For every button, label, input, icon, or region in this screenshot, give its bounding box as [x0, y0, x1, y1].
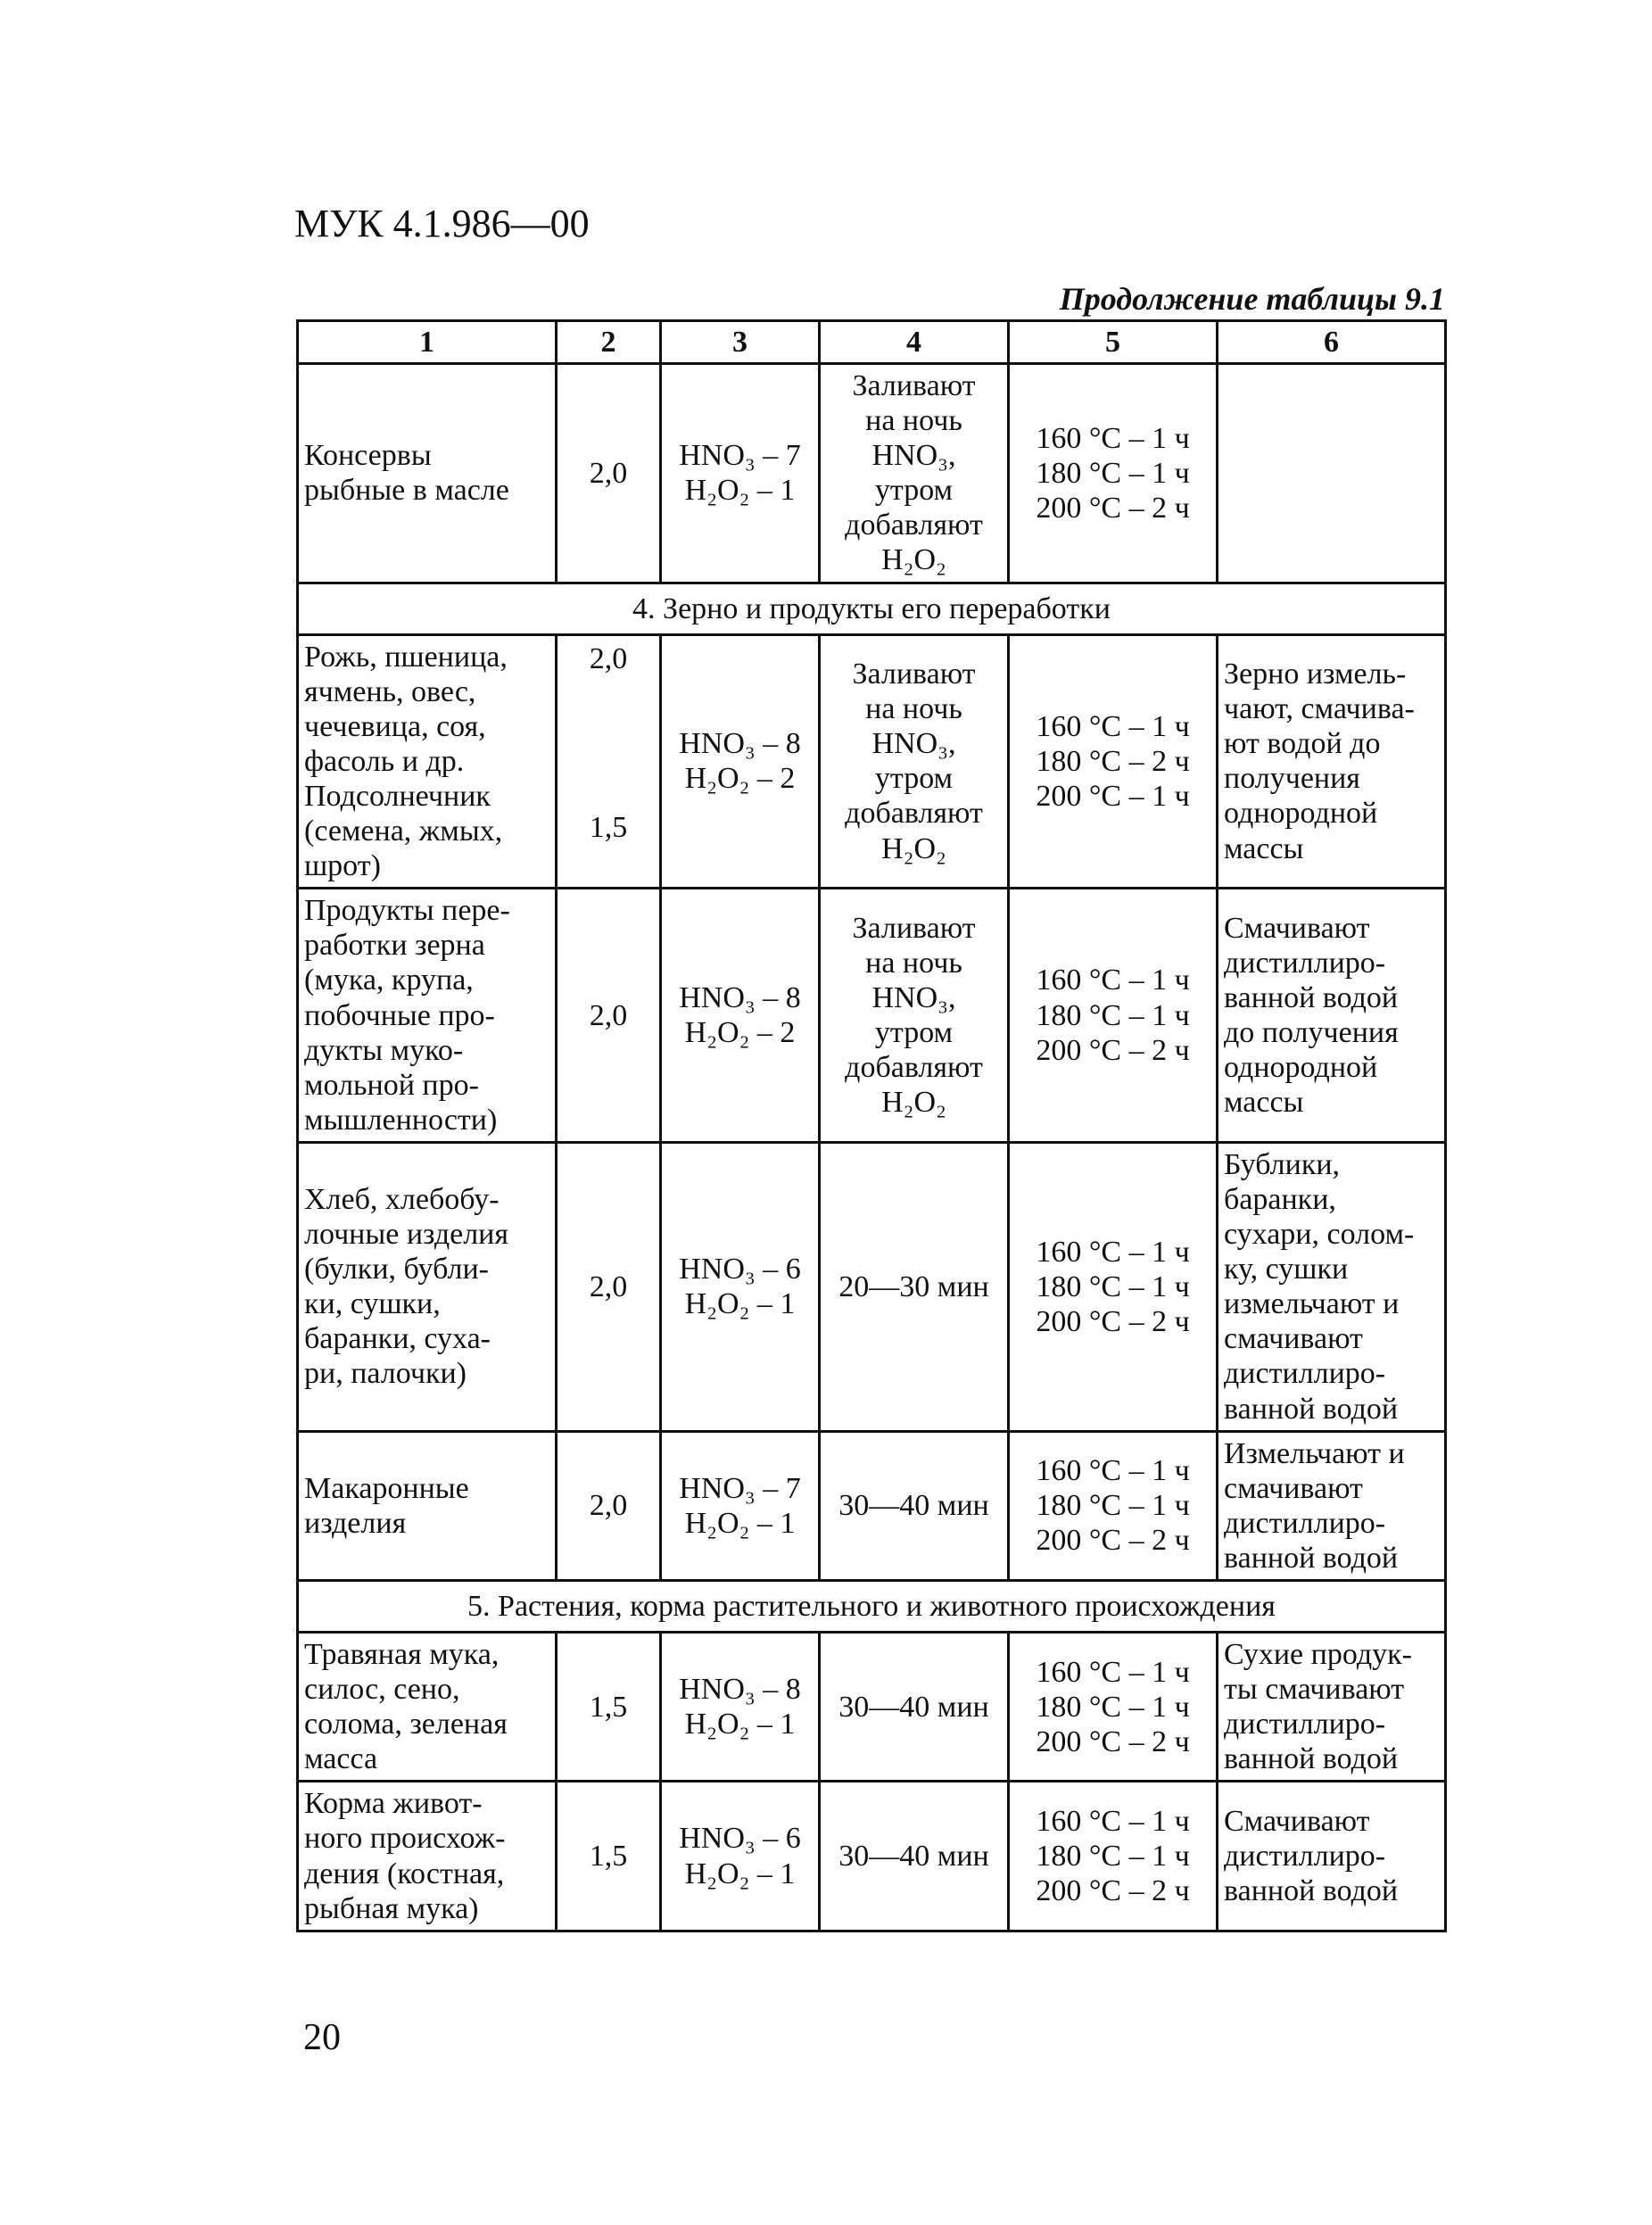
- cell-line: мышленности): [304, 1103, 498, 1137]
- table-cell: [661, 1633, 820, 1782]
- cell-line: Хлеб, хлебобу-: [304, 1182, 500, 1216]
- cell-line: H₂O₂ – 2: [684, 1016, 796, 1050]
- cell-line: добавляют: [845, 1051, 983, 1085]
- cell-line: утром: [874, 1016, 954, 1050]
- table-cell: [1009, 364, 1218, 583]
- table-cell: [1218, 1782, 1446, 1931]
- table-cell: [661, 1431, 820, 1580]
- cell-line: 180 °C – 1 ч: [1036, 1690, 1190, 1724]
- table-cell: [661, 634, 820, 889]
- cell-line: 180 °C – 2 ч: [1036, 744, 1190, 778]
- cell-line: Заливают: [852, 911, 976, 945]
- cell-line: 2,0: [589, 456, 628, 490]
- cell-line: Заливают: [852, 369, 976, 402]
- cell-line: дистиллиро-: [1224, 946, 1386, 980]
- cell-line: 200 °C – 2 ч: [1036, 1874, 1190, 1908]
- cell-line: HNO₃ – 8: [679, 980, 801, 1014]
- section-row: [298, 1581, 1446, 1633]
- cell-line: ванной водой: [1224, 1742, 1399, 1776]
- cell-line: чают, смачива-: [1224, 692, 1415, 726]
- cell-line: HNO₃,: [871, 439, 956, 473]
- cell-line: мольной про-: [304, 1068, 479, 1102]
- cell-line: добавляют: [845, 797, 983, 831]
- column-header: 1: [298, 321, 557, 364]
- cell-line: HNO₃ – 6: [679, 1822, 801, 1856]
- cell-line: 160 °C – 1 ч: [1036, 1454, 1190, 1488]
- section-title: 5. Растения, корма растительного и животного происхождения: [298, 1581, 1446, 1633]
- cell-line: 160 °C – 1 ч: [1036, 709, 1190, 743]
- table-cell: [661, 1142, 820, 1431]
- cell-line: однородной: [1224, 797, 1378, 831]
- cell-line: дистиллиро-: [1224, 1708, 1386, 1741]
- cell-line: 200 °C – 2 ч: [1036, 491, 1190, 525]
- cell-line: H₂O₂: [881, 831, 946, 865]
- table-cell: [557, 1142, 661, 1431]
- table-cell: [820, 1142, 1009, 1431]
- table-cell: [1218, 364, 1446, 583]
- data-table: [296, 319, 1447, 1932]
- cell-line: 160 °C – 1 ч: [1036, 1235, 1190, 1269]
- column-header: 3: [661, 321, 820, 364]
- cell-line: H₂O₂: [881, 1086, 946, 1120]
- cell-line: 200 °C – 2 ч: [1036, 1524, 1190, 1558]
- cell-line: H₂O₂ – 1: [684, 1708, 796, 1741]
- cell-line: 160 °C – 1 ч: [1036, 1655, 1190, 1689]
- table-cell: [661, 1782, 820, 1931]
- table-cell: [298, 1633, 557, 1782]
- table-cell: [820, 889, 1009, 1143]
- table-cell: [820, 634, 1009, 889]
- table-cell: [557, 1782, 661, 1931]
- table-cell: [1218, 889, 1446, 1143]
- cell-line: баранки, суха-: [304, 1322, 491, 1356]
- cell-line: H₂O₂: [881, 543, 946, 577]
- cell-line: (семена, жмых,: [304, 815, 503, 848]
- cell-line: утром: [874, 762, 954, 796]
- table-cell: [1218, 1431, 1446, 1580]
- table-cell: [557, 1431, 661, 1580]
- cell-line: H₂O₂ – 2: [684, 762, 796, 796]
- cell-line: ванной водой: [1224, 1874, 1399, 1908]
- cell-line: 180 °C – 1 ч: [1036, 1489, 1190, 1523]
- cell-line: Продукты пере-: [304, 894, 510, 928]
- cell-line: Консервы: [304, 439, 432, 473]
- cell-line: HNO₃ – 7: [679, 439, 801, 473]
- page-number: 20: [303, 2017, 341, 2058]
- table-cell: [298, 364, 557, 583]
- table-cell: [298, 1142, 557, 1431]
- cell-line: рыбные в масле: [304, 474, 509, 508]
- column-header: 6: [1218, 321, 1446, 364]
- cell-line: H₂O₂ – 1: [684, 1287, 796, 1321]
- cell-line: 1,5: [589, 810, 628, 844]
- cell-line: получения: [1224, 762, 1360, 796]
- cell-line: 2,0: [589, 641, 628, 675]
- cell-line: ку, сушки: [1224, 1253, 1349, 1286]
- cell-line: 180 °C – 1 ч: [1036, 998, 1190, 1032]
- cell-line: утром: [874, 474, 954, 508]
- cell-line: Сухие продук-: [1224, 1638, 1412, 1671]
- table-row: [298, 1431, 1446, 1580]
- column-header: 2: [557, 321, 661, 364]
- cell-line: на ночь: [865, 692, 962, 726]
- cell-line: на ночь: [865, 404, 962, 438]
- cell-line: ри, палочки): [304, 1357, 467, 1391]
- cell-line: HNO₃ – 7: [679, 1471, 801, 1505]
- cell-line: сухари, солом-: [1224, 1218, 1415, 1252]
- table-cell: [661, 889, 820, 1143]
- table-continuation-label: Продолжение таблицы 9.1: [1059, 281, 1445, 317]
- cell-line: баранки,: [1224, 1182, 1336, 1216]
- table-cell: [1009, 1633, 1218, 1782]
- table-cell: [820, 364, 1009, 583]
- cell-line: 1,5: [589, 1840, 628, 1873]
- table-cell: [820, 1633, 1009, 1782]
- cell-line: H₂O₂ – 1: [684, 474, 796, 508]
- cell-line: рыбная мука): [304, 1891, 479, 1925]
- cell-line: 30—40 мин: [838, 1840, 989, 1873]
- cell-line: Смачивают: [1224, 911, 1370, 945]
- cell-line: ванной водой: [1224, 1392, 1399, 1426]
- cell-line: на ночь: [865, 946, 962, 980]
- cell-line: Корма живот-: [304, 1787, 483, 1821]
- column-header: 5: [1009, 321, 1218, 364]
- cell-line: HNO₃ – 8: [679, 1673, 801, 1707]
- cell-line: фасоль и др.: [304, 744, 465, 778]
- cell-line: (булки, бубли-: [304, 1253, 490, 1286]
- table-cell: [1009, 634, 1218, 889]
- table-cell: [1218, 1633, 1446, 1782]
- cell-line: дения (костная,: [304, 1857, 505, 1890]
- table-cell: [820, 1782, 1009, 1931]
- cell-line: H₂O₂ – 1: [684, 1857, 796, 1890]
- cell-line: 200 °C – 2 ч: [1036, 1725, 1190, 1758]
- table-cell: [298, 1431, 557, 1580]
- cell-line: H₂O₂ – 1: [684, 1506, 796, 1540]
- cell-line: 2,0: [589, 998, 628, 1032]
- cell-line: измельчают и: [1224, 1287, 1400, 1321]
- table-cell: [1218, 634, 1446, 889]
- cell-line: массы: [1224, 1086, 1304, 1120]
- table-row: [298, 634, 1446, 889]
- cell-line: Бублики,: [1224, 1147, 1341, 1181]
- cell-line: ки, сушки,: [304, 1287, 441, 1321]
- cell-line: работки зерна: [304, 929, 485, 963]
- cell-line: дистиллиро-: [1224, 1357, 1386, 1391]
- cell-line: шрот): [304, 849, 381, 883]
- table-cell: [820, 1431, 1009, 1580]
- cell-line: HNO₃ – 8: [679, 727, 801, 761]
- table-cell: [1009, 1782, 1218, 1931]
- cell-line: 200 °C – 1 ч: [1036, 779, 1190, 813]
- table-row: [298, 364, 1446, 583]
- cell-line: однородной: [1224, 1051, 1378, 1085]
- cell-line: 200 °C – 2 ч: [1036, 1304, 1190, 1338]
- table-row: [298, 889, 1446, 1143]
- cell-line: Смачивают: [1224, 1804, 1370, 1838]
- cell-line: 200 °C – 2 ч: [1036, 1033, 1190, 1067]
- cell-line: ты смачивают: [1224, 1673, 1405, 1707]
- cell-line: Макаронные: [304, 1471, 469, 1505]
- cell-line: изделия: [304, 1506, 407, 1540]
- cell-line: дукты муко-: [304, 1033, 464, 1067]
- cell-line: масса: [304, 1742, 378, 1776]
- table-row: [298, 1633, 1446, 1782]
- cell-line: HNO₃ – 6: [679, 1253, 801, 1286]
- cell-line: 180 °C – 1 ч: [1036, 1840, 1190, 1873]
- cell-line: смачивают: [1224, 1471, 1363, 1505]
- table-cell: [1009, 1142, 1218, 1431]
- cell-line: 180 °C – 1 ч: [1036, 456, 1190, 490]
- cell-line: 160 °C – 1 ч: [1036, 1804, 1190, 1838]
- cell-line: 160 °C – 1 ч: [1036, 964, 1190, 997]
- cell-line: 160 °C – 1 ч: [1036, 421, 1190, 455]
- cell-line: дистиллиро-: [1224, 1506, 1386, 1540]
- table-header-row: [298, 321, 1446, 364]
- table-cell: [557, 634, 661, 889]
- table-cell: [298, 1782, 557, 1931]
- cell-line: смачивают: [1224, 1322, 1363, 1356]
- cell-line: 30—40 мин: [838, 1489, 989, 1523]
- cell-line: Рожь, пшеница,: [304, 640, 508, 674]
- cell-line: чечевица, соя,: [304, 709, 486, 743]
- section-row: [298, 583, 1446, 634]
- cell-line: Измельчают и: [1224, 1436, 1405, 1470]
- cell-line: добавляют: [845, 509, 983, 542]
- cell-line: Зерно измель-: [1224, 658, 1407, 691]
- cell-line: ванной водой: [1224, 980, 1399, 1014]
- cell-line: 2,0: [589, 1489, 628, 1523]
- cell-line: 30—40 мин: [838, 1690, 989, 1724]
- table-cell: [557, 1633, 661, 1782]
- table-cell: [661, 364, 820, 583]
- cell-line: ванной водой: [1224, 1541, 1399, 1575]
- cell-line: 2,0: [589, 1270, 628, 1303]
- table-cell: [1009, 889, 1218, 1143]
- table-cell: [298, 889, 557, 1143]
- cell-line: HNO₃,: [871, 980, 956, 1014]
- cell-line: (мука, крупа,: [304, 964, 474, 997]
- table-row: [298, 1782, 1446, 1931]
- table-row: [298, 1142, 1446, 1431]
- cell-line: HNO₃,: [871, 727, 956, 761]
- table-cell: [557, 364, 661, 583]
- cell-line: 180 °C – 1 ч: [1036, 1270, 1190, 1303]
- section-title: 4. Зерно и продукты его переработки: [298, 583, 1446, 634]
- cell-line: ют водой до: [1224, 727, 1381, 761]
- table-cell: [1218, 1142, 1446, 1431]
- column-header: 4: [820, 321, 1009, 364]
- cell-line: Травяная мука,: [304, 1638, 500, 1671]
- cell-line: 1,5: [589, 1690, 628, 1724]
- cell-line: до получения: [1224, 1016, 1399, 1050]
- table-cell: [557, 889, 661, 1143]
- table-cell: [298, 634, 557, 889]
- cell-line: Подсолнечник: [304, 779, 491, 813]
- cell-line: дистиллиро-: [1224, 1840, 1386, 1873]
- cell-line: 20—30 мин: [838, 1270, 989, 1303]
- cell-line: побочные про-: [304, 998, 495, 1032]
- cell-line: ного происхож-: [304, 1822, 506, 1856]
- document-code: МУК 4.1.986—00: [294, 202, 590, 245]
- cell-line: силос, сено,: [304, 1673, 460, 1707]
- cell-line: лочные изделия: [304, 1218, 509, 1252]
- cell-line: Заливают: [852, 658, 976, 691]
- cell-line: солома, зеленая: [304, 1708, 508, 1741]
- cell-line: массы: [1224, 831, 1304, 865]
- table-cell: [1009, 1431, 1218, 1580]
- cell-line: ячмень, овес,: [304, 674, 476, 708]
